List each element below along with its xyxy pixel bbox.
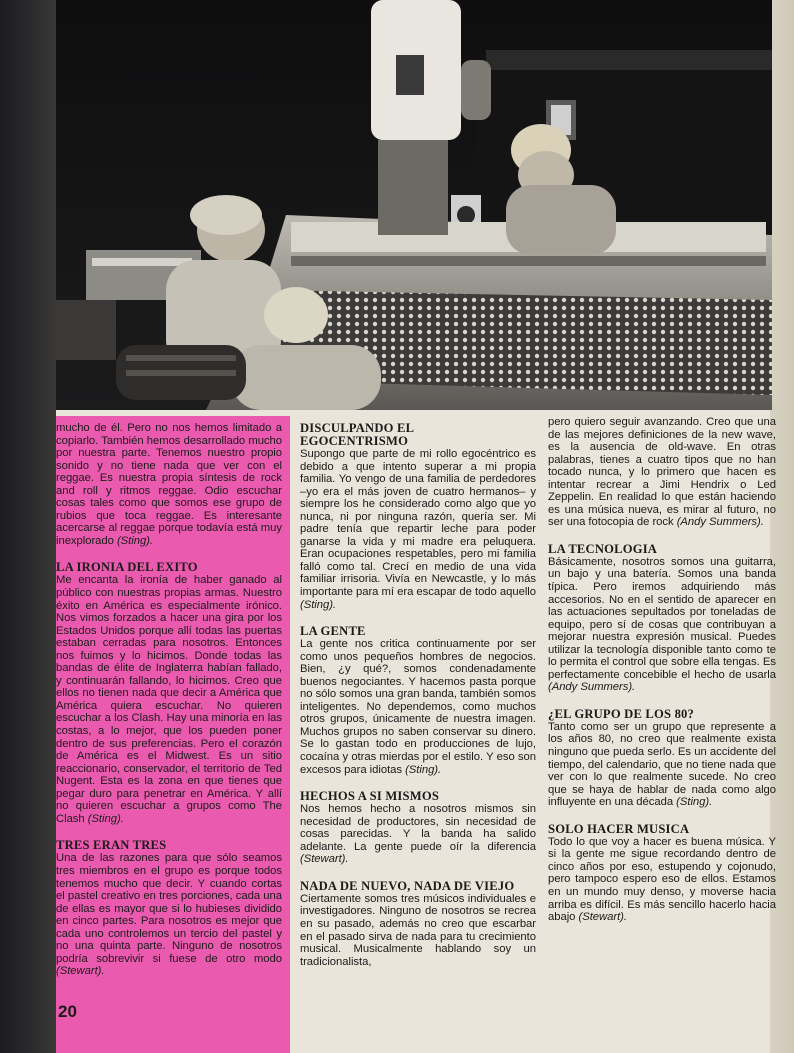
col3-grupo80-text: Tanto como ser un grupo que represente a los años 80, no creo que realmente exista ninguno que pueda serlo. Es un accidente del tiempo, del calendario, que no tiene nada que ver con lo que realmente sucede. No creo que se haya de hablar de nada como algo influyente en una década (Sting). — [548, 720, 776, 809]
col2-egocentrismo-text: Supongo que parte de mi rollo egocéntrico es debido a que intento superar a mi propia familia. Yo vengo de una familia de perdedores –yo era el más joven de cuatro hermanos– y siempre los he considerado como algo que yo nunca, ni por ninguna razón, quería ser. Mi padre tenía que repartir leche para poder ganarse la vida y mi madre era peluquera. Eran ocupaciones respetables, pero mi familia falló como tal. Crecí en medio de una vida familiar irrisoria. Vivía en Newcastle, y lo más importante para mí era escapar de todo aquello (Sting). — [300, 448, 536, 611]
col3-tecnologia-text: Básicamente, nosotros somos una guitarra, un bajo y una batería. Somos una banda típica. Pero iremos adquiriendo más accesorios. No en el sentido de aparecer en las actuaciones sepultados por toneladas de equipo, pero sí de cosas que contribuyan a mejorar nuestra expresión musical. Puedes utilizar la tecnología disponible tanto como te lo permita el control que sobre ella tengas. Es perfectamente concebible el hecho de usarla (Andy Summers). — [548, 555, 776, 694]
column-2 — [300, 416, 536, 968]
heading-nada-de-nuevo: NADA DE NUEVO, NADA DE VIEJO — [300, 878, 515, 893]
col2-gente-text: La gente nos critica continuamente por ser como unos pequeños hombres de negocios. Bien, ¿y qué?, somos condenadamente buenos negociantes. Y hacemos pasta porque no sólo somos una gran banda, también somos inteligentes. No dependemos, como muchos otros grupos, únicamente de nuestra imagen. Muchos grupos no saben conservar su dinero. Se lo gastan todo en producciones de lujo, cocaína y otras mierdas por el estilo. Y eso son excesos para idiotas (Sting). — [300, 638, 536, 776]
page-number: 20 — [58, 1002, 77, 1021]
col1-intro: mucho de él. Pero no nos hemos limitado a copiarlo. También hemos desarrollado mucho por nuestra parte. Tenemos nuestro propio sonido y no tiene nada que ver con el reggae. Es nuestra propia síntesis de rock and roll y ritmos reggae. Odio escuchar cosas tales como que somos ese grupo de rubios que toca reggae. Es interesante acercarse al reggae porque todavía está muy inexplorado (Sting). — [56, 422, 282, 547]
heading-disculpando-b: EGOCENTRISMO — [300, 434, 409, 448]
heading-grupo-de-los-80: ¿EL GRUPO DE LOS 80? — [548, 706, 695, 721]
binding-spine — [0, 0, 56, 1053]
heading-ironia-exito: LA IRONIA DEL EXITO — [56, 560, 198, 575]
col2-nada-text: Ciertamente somos tres músicos individuales e investigadores. Ninguno de nosotros se recrea en su pasado, además no creo que escarbar en el pasado sirva de nada para tu crecimiento musical. Musicalmente hablando soy un tradicionalista, — [300, 892, 536, 968]
heading-solo-hacer-musica: SOLO HACER MUSICA — [548, 821, 690, 836]
heading-hechos-a-si-mismos: HECHOS A SI MISMOS — [300, 789, 440, 804]
heading-la-gente: LA GENTE — [300, 624, 366, 639]
heading-disculpando-a: DISCULPANDO EL — [300, 421, 415, 435]
col1-ironia-text: Me encanta la ironía de haber ganado al público con nuestras propias armas. Nuestro éxito en América es especialmente irónico. Nos vimos forzados a hacer una gira por los Estados Unidos porque allí todas las puertas estaban cerradas para nosotros. Entonces nos fuimos y lo hicimos. Donde todas las bandas de élite de Inglaterra habían fallado, y continuarán fallando, lo hicimos. Creo que ellos no tienen nada que decir a América que América quiera escuchar. No quieren escuchar a los Clash. Hay una minoría en las costas, a lo mejor, que los pueden poner dentro de sus preferencias. Pero el corazón de América es el Midwest. Es un sitio reaccionario, conservador, el territorio de Ted Nugent. Esta es la zona en que tienes que pegar duro para penetrar en América. Y allí no quieren escuchar a grupos como The Clash (Sting). — [56, 574, 282, 825]
col3-intro: pero quiero seguir avanzando. Creo que una de las mejores definiciones de la new wave, es la ausencia de old-wave. En otras palabras, tienes a cuatro tipos que no han tocado nunca, y lo primero que hacen es intentar recrear a Jimi Hendrix o Led Zeppelin. En realidad lo que están haciendo es una música nueva, es mirar al futuro, no ser una fotocopia de rock (Andy Summers). — [548, 416, 776, 529]
band-studio-photo — [56, 0, 772, 410]
heading-tres-eran-tres: TRES ERAN TRES — [56, 838, 167, 853]
col1-tres-text: Una de las razones para que sólo seamos tres miembros en el grupo es porque todos tenemos mucho que decir. Y cuando cortas el pastel creativo en tres porciones, cada una de ellas es mayor que si lo hubieses dividido en cinco partes. Para nosotros es mejor que cada uno controlemos un tercio del pastel y no una quinta parte. Ninguno de nosotros podría sobrevivir si fuese de otro modo (Stewart). — [56, 852, 282, 978]
heading-la-tecnologia: LA TECNOLOGIA — [548, 541, 658, 556]
photo-illustration — [56, 0, 772, 410]
col3-musica-text: Todo lo que voy a hacer es buena música. Y si la gente me sigue recordando dentro de cinco años por eso, estupendo y cojonudo, pero tampoco espero eso de ellos. Estamos en un mundo muy denso, y moverse hacia arriba es difícil. Es más sencillo hacerlo hacia abajo (Stewart). — [548, 835, 776, 924]
col2-hechos-text: Nos hemos hecho a nosotros mismos sin necesidad de productores, sin necesidad de cosas parecidas. Y la banda ha salido adelante. La gente puede oír la diferencia (Stewart). — [300, 803, 536, 866]
column-1 — [56, 416, 290, 1053]
column-3 — [548, 416, 776, 924]
